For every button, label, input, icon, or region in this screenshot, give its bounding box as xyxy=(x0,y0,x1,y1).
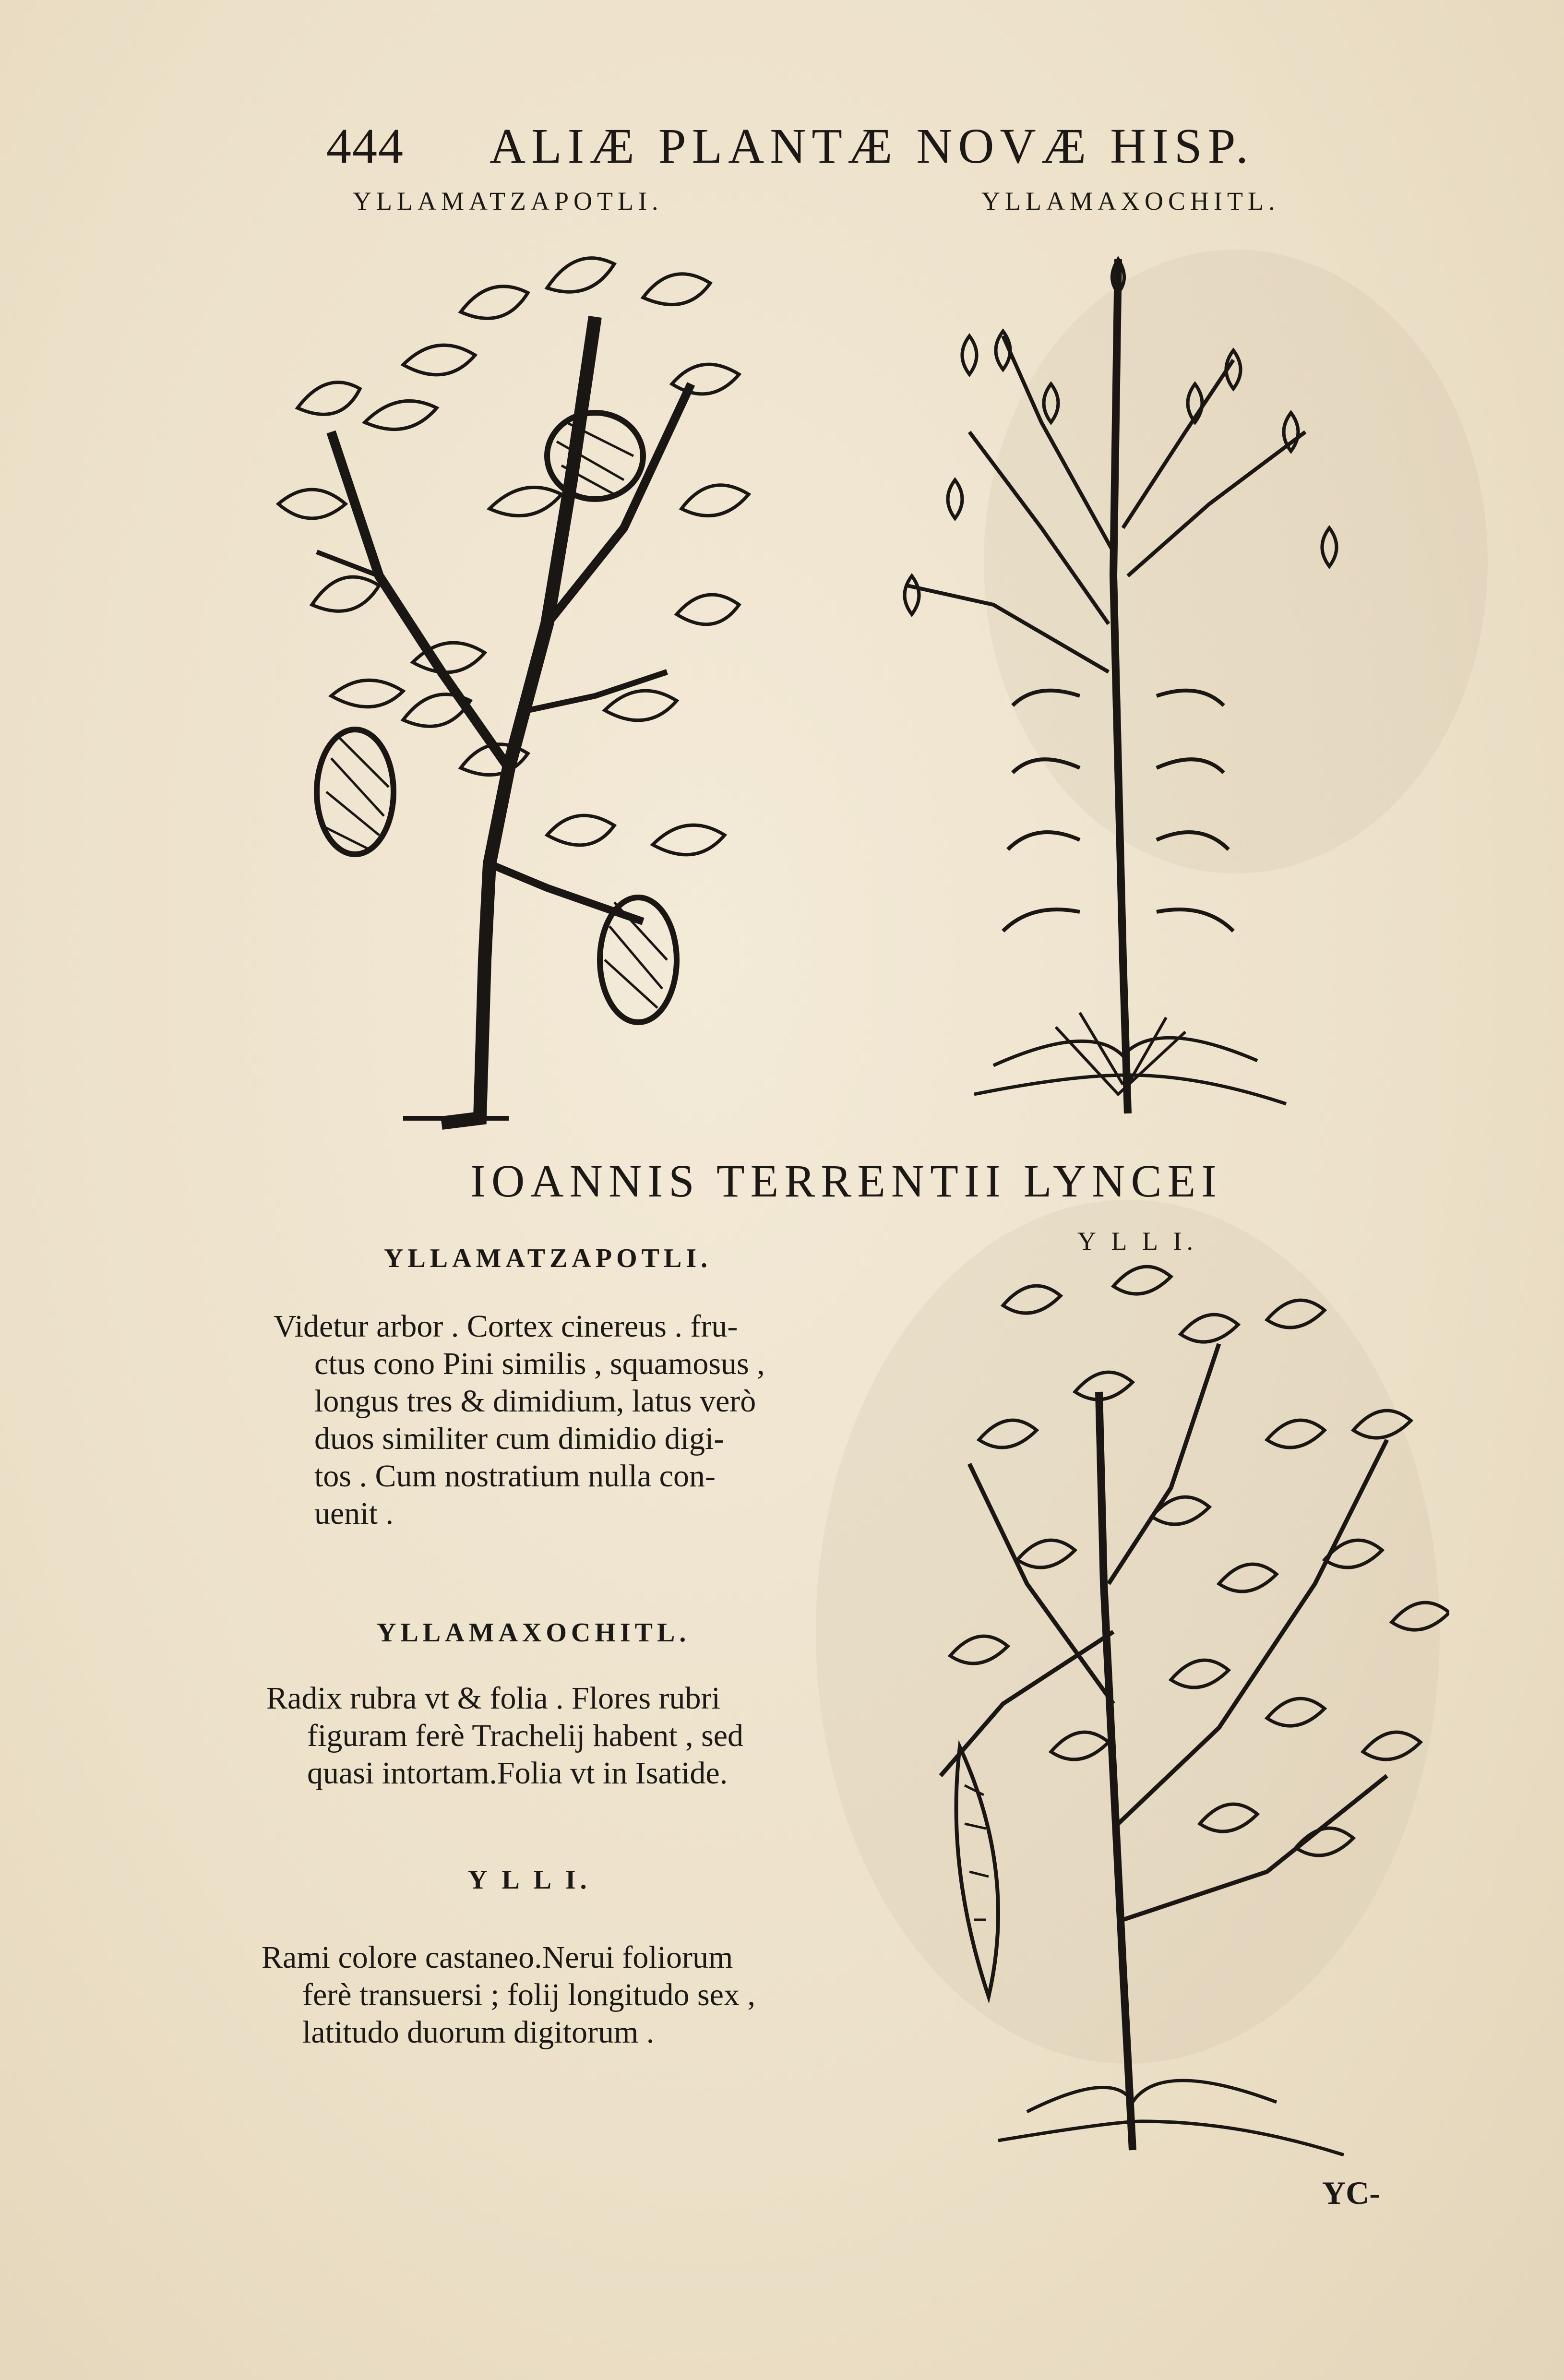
paragraph-line: uenit . xyxy=(314,1496,394,1531)
paragraph-line: ferè transuersi ; folij longitudo sex , xyxy=(302,1977,755,2012)
entry-title-yilli: Y L L I. xyxy=(468,1865,591,1895)
shrub-woodcut-illustration xyxy=(931,1248,1449,2169)
flowering-plant-woodcut-illustration xyxy=(897,240,1406,1142)
paragraph-line: latitudo duorum digitorum . xyxy=(302,2015,655,2050)
paragraph-line: Videtur arbor . Cortex cinereus . fru- xyxy=(274,1309,738,1344)
section-heading: IOANNIS TERRENTII LYNCEI xyxy=(470,1155,1223,1207)
illustration-caption-yllamaxochitl: YLLAMAXOCHITL. xyxy=(981,187,1280,215)
page-number: 444 xyxy=(326,119,404,174)
illustration-caption-yllamatzapotli: YLLAMATZAPOTLI. xyxy=(353,187,663,215)
paragraph-line: figuram ferè Trachelij habent , sed xyxy=(307,1718,744,1753)
entry-title-yllamatzapotli: YLLAMATZAPOTLI. xyxy=(384,1244,712,1273)
entry-paragraph-yllamaxochitl xyxy=(266,1680,743,1792)
paragraph-line: longus tres & dimidium, latus verò xyxy=(314,1384,756,1419)
paragraph-line: tos . Cum nostratium nulla con- xyxy=(314,1459,716,1494)
catchword: YC- xyxy=(1322,2175,1380,2211)
paragraph-line: ctus cono Pini similis , squamosus , xyxy=(314,1346,765,1381)
paragraph-line: duos similiter cum dimidio digi- xyxy=(314,1421,725,1456)
entry-paragraph-yllamatzapotli xyxy=(274,1308,765,1532)
paragraph-line: Radix rubra vt & folia . Flores rubri xyxy=(266,1681,720,1716)
entry-title-yllamaxochitl: YLLAMAXOCHITL. xyxy=(377,1618,691,1648)
tree-woodcut-illustration xyxy=(259,240,787,1142)
running-title: ALIÆ PLANTÆ NOVÆ HISP. xyxy=(489,119,1254,174)
entry-paragraph-yilli xyxy=(262,1939,755,2051)
paragraph-line: quasi intortam.Folia vt in Isatide. xyxy=(307,1756,728,1791)
paragraph-line: Rami colore castaneo.Nerui foliorum xyxy=(262,1940,733,1975)
illustration-caption-yilli: Y L L I. xyxy=(1077,1227,1198,1256)
